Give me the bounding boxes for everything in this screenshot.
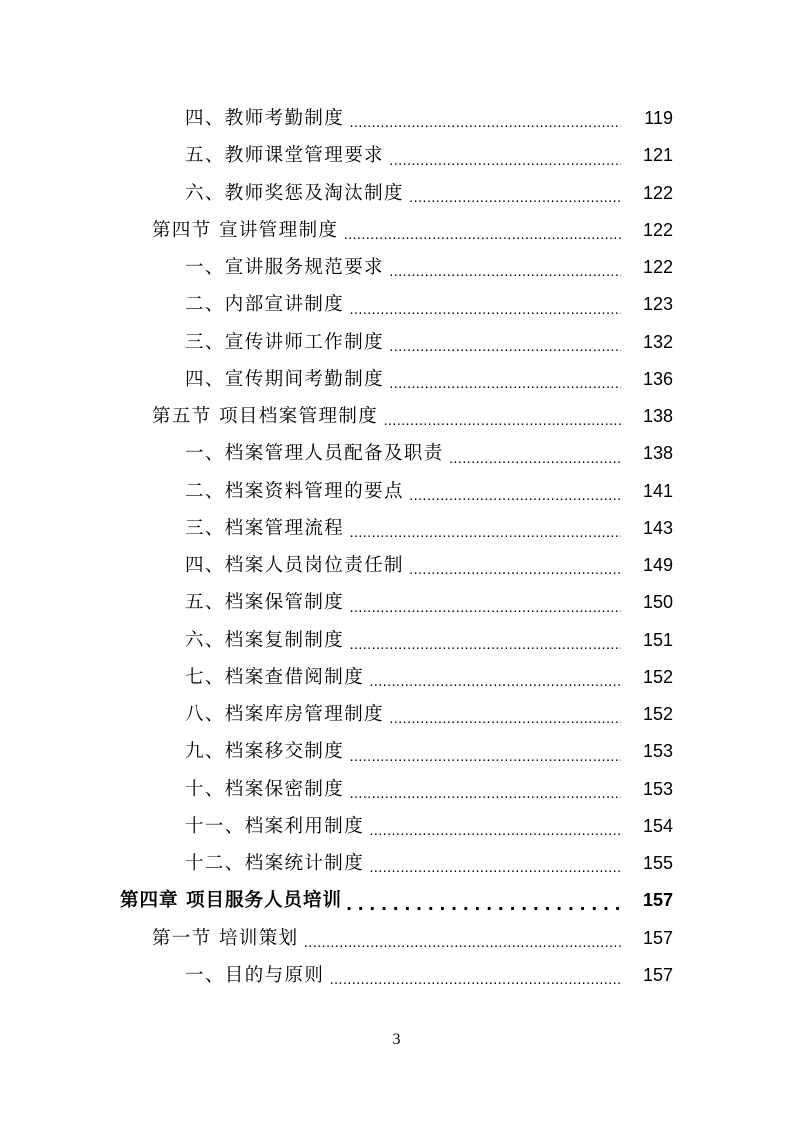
toc-entry-page: 153 xyxy=(642,741,673,762)
toc-entry-page: 122 xyxy=(642,257,673,277)
toc-entry-page: 138 xyxy=(642,443,673,464)
toc-item-entry[interactable] xyxy=(0,771,793,808)
toc-entry-title: 二、档案资料管理的要点 xyxy=(185,480,404,502)
toc-dot-leader xyxy=(408,484,621,510)
toc-entry-page: 143 xyxy=(642,517,673,538)
toc-item-entry[interactable] xyxy=(0,175,793,212)
toc-dot-leader xyxy=(368,856,621,882)
toc-item-entry[interactable] xyxy=(0,808,793,845)
toc-entry-page: 157 xyxy=(642,964,673,985)
toc-entry-title: 二、内部宣讲制度 xyxy=(185,294,345,316)
toc-entry-page: 150 xyxy=(642,592,673,613)
toc-entry-page: 136 xyxy=(642,368,673,389)
toc-entry-title: 三、宣传讲师工作制度 xyxy=(185,331,385,353)
toc-entry-page: 123 xyxy=(642,294,673,315)
toc-entry-page: 154 xyxy=(642,815,673,836)
toc-entry-title: 七、档案查借阅制度 xyxy=(185,666,365,688)
toc-dot-leader xyxy=(388,707,621,733)
toc-dot-leader xyxy=(368,670,621,696)
toc-item-entry[interactable] xyxy=(0,845,793,882)
toc-section-entry[interactable] xyxy=(0,398,793,435)
toc-item-entry[interactable] xyxy=(0,957,793,994)
page-number: 3 xyxy=(392,1031,401,1048)
toc-dot-leader xyxy=(328,968,621,994)
toc-item-entry[interactable] xyxy=(0,696,793,733)
toc-dot-leader xyxy=(388,372,621,398)
toc-dot-leader xyxy=(348,521,621,547)
toc-entry-page: 141 xyxy=(642,480,673,501)
toc-dot-leader xyxy=(382,409,621,435)
toc-entry-title: 八、档案库房管理制度 xyxy=(185,704,385,725)
toc-dot-leader xyxy=(368,819,621,845)
toc-entry-title: 十、档案保密制度 xyxy=(185,778,345,800)
toc-dot-leader xyxy=(448,447,621,473)
toc-item-entry[interactable] xyxy=(0,249,793,286)
toc-item-entry[interactable] xyxy=(0,286,793,323)
toc-entry-title: 九、档案移交制度 xyxy=(185,741,345,763)
toc-dot-leader xyxy=(388,335,621,361)
toc-entry-title: 十一、档案利用制度 xyxy=(185,815,365,837)
toc-entry-title: 四、档案人员岗位责任制 xyxy=(185,555,404,576)
toc-entry-title: 四、教师考勤制度 xyxy=(185,108,345,129)
toc-entry-page: 121 xyxy=(642,145,673,166)
toc-entry-page: 157 xyxy=(642,890,673,911)
toc-entry-title: 五、档案保管制度 xyxy=(185,592,345,614)
toc-entry-title: 第一节 培训策划 xyxy=(152,927,299,949)
toc-entry-title: 十二、档案统计制度 xyxy=(185,853,365,874)
toc-dot-leader xyxy=(408,558,621,584)
toc-item-entry[interactable] xyxy=(0,324,793,361)
toc-entry-title: 六、档案复制制度 xyxy=(185,629,345,651)
toc-dot-leader xyxy=(342,223,621,249)
toc-item-entry[interactable] xyxy=(0,733,793,770)
toc-entry-page: 152 xyxy=(642,666,673,687)
toc-dot-leader xyxy=(348,782,621,808)
toc-dot-leader xyxy=(348,633,621,659)
toc-entry-page: 157 xyxy=(642,927,673,948)
toc-section-entry[interactable] xyxy=(0,920,793,957)
toc-item-entry[interactable] xyxy=(0,361,793,398)
toc-entry-page: 122 xyxy=(642,182,673,203)
toc-entry-page: 149 xyxy=(642,555,673,575)
toc-entry-page: 155 xyxy=(642,853,673,873)
toc-item-entry[interactable] xyxy=(0,584,793,621)
toc-chapter-entry[interactable] xyxy=(0,882,793,919)
toc-entry-page: 151 xyxy=(642,629,673,650)
toc-entry-title: 第四节 宣讲管理制度 xyxy=(152,219,339,241)
toc-entry-page: 119 xyxy=(644,108,673,128)
toc-item-entry[interactable] xyxy=(0,659,793,696)
toc-item-entry[interactable] xyxy=(0,435,793,472)
toc-dot-leader xyxy=(408,186,621,212)
toc-entry-title: 六、教师奖惩及淘汰制度 xyxy=(185,182,404,204)
toc-entry-page: 122 xyxy=(642,219,673,240)
toc-dot-leader xyxy=(388,149,621,175)
toc-item-entry[interactable] xyxy=(0,622,793,659)
toc-dot-leader xyxy=(303,931,621,957)
toc-item-entry[interactable] xyxy=(0,547,793,584)
toc-entry-title: 五、教师课堂管理要求 xyxy=(185,145,385,167)
toc-entry-title: 一、宣讲服务规范要求 xyxy=(185,257,385,278)
toc-entry-page: 132 xyxy=(642,331,673,352)
toc-entry-title: 第五节 项目档案管理制度 xyxy=(152,406,379,427)
toc-entry-title: 一、目的与原则 xyxy=(185,964,325,986)
toc-dot-leader xyxy=(348,596,621,622)
toc-dot-leader xyxy=(348,745,621,771)
toc-entry-page: 153 xyxy=(642,778,673,799)
toc-entry-page: 152 xyxy=(642,704,673,724)
toc-dot-leader xyxy=(348,298,621,324)
toc-item-entry[interactable] xyxy=(0,510,793,547)
toc-entry-title: 三、档案管理流程 xyxy=(185,517,345,539)
toc-section-entry[interactable] xyxy=(0,212,793,249)
toc-dot-leader xyxy=(388,260,621,286)
toc-entry-title: 四、宣传期间考勤制度 xyxy=(185,368,385,390)
toc-item-entry[interactable] xyxy=(0,100,793,137)
toc-dot-leader xyxy=(348,111,621,137)
toc-item-entry[interactable] xyxy=(0,473,793,510)
toc-entry-title: 一、档案管理人员配备及职责 xyxy=(185,443,444,465)
toc-item-entry[interactable] xyxy=(0,137,793,174)
table-of-contents xyxy=(0,100,793,994)
toc-dot-leader xyxy=(346,890,621,920)
toc-entry-page: 138 xyxy=(642,406,673,426)
toc-entry-title: 第四章 项目服务人员培训 xyxy=(120,890,342,912)
